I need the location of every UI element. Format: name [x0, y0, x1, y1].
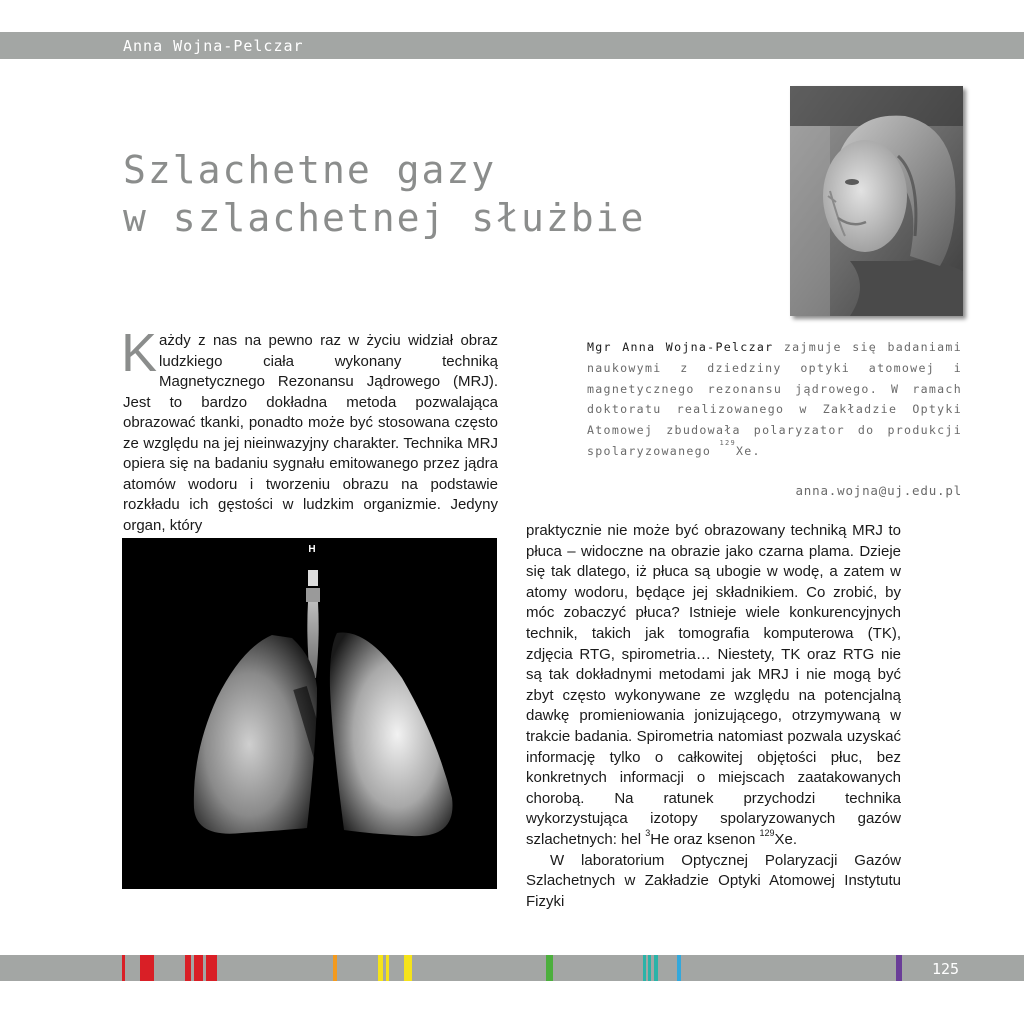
bio-text: zajmuje się badaniami naukowymi z dziedziny optyki atomowej i magnetycznego rezonansu jądrowego. W ramach doktoratu realizowanego w Zakładzie Optyki Atomowej zbudowała polaryzator do produkcji spolaryzowanego	[587, 340, 962, 458]
bio-isotope-superscript: 129	[719, 438, 736, 447]
author-bio	[587, 337, 962, 462]
footer-stripe	[333, 955, 337, 981]
footer-stripe	[378, 955, 383, 981]
article-text-helium: He oraz ksenon	[650, 830, 760, 848]
article-column-left	[121, 323, 498, 536]
article-column-right	[526, 521, 901, 912]
footer-stripe	[546, 955, 553, 981]
article-text-part2: praktycznie nie może być obrazowany techniką MRJ to płuca – widoczne na obrazie jako czarna plama. Dzieje się tak dlatego, iż płuca są ubogie w wodę, a zatem w atomy wodoru, będące jej składnikiem. Co zrobić, by móc zobaczyć płuca? Istnieje wiele konkurencyjnych technik, takich jak tomografia komputerowa (TK), zdjęcia RTG, spirometria… Niestety, TK oraz RTG nie są tak dokładnymi metodami jak MRJ i nie mogą być zbyt często wykonywane ze względu na potencjalną dawkę promieniowania jonizującego, otrzymywaną w trakcie badania. Spirometria natomiast pozwala uzyskać informację tylko o całkowitej objętości płuc, bez konkretnych informacji o miejscach zaatakowanych chorobą. Na ratunek przychodzi technika wykorzystująca izotopy spolaryzowanych gazów szlachetnych: hel	[526, 522, 901, 848]
helium-superscript: 3	[645, 827, 651, 838]
footer-stripe	[654, 955, 658, 981]
footer-stripe	[122, 955, 125, 981]
image-marker-label: H	[308, 544, 316, 555]
xenon-superscript: 129	[759, 827, 775, 838]
article-text-xenon: Xe.	[774, 830, 798, 848]
footer-stripe	[643, 955, 646, 981]
mri-lung-image	[122, 538, 497, 889]
footer-bar	[0, 955, 1024, 981]
article-title	[123, 146, 645, 242]
footer-stripe	[206, 955, 217, 981]
drop-cap: K	[121, 323, 158, 383]
footer-stripe	[194, 955, 203, 981]
author-portrait	[790, 86, 963, 316]
article-paragraph-2: W laboratorium Optycznej Polaryzacji Gazów Szlachetnych w Zakładzie Optyki Atomowej Instytutu Fizyki	[526, 851, 901, 910]
page-number: 125	[932, 960, 960, 978]
author-email[interactable]: anna.wojna@uj.edu.pl	[795, 483, 962, 498]
footer-stripe	[404, 955, 412, 981]
marker-capsule	[308, 570, 318, 586]
bio-author-name: Mgr Anna Wojna-Pelczar	[587, 340, 774, 354]
footer-stripe	[677, 955, 681, 981]
article-text-part1: ażdy z nas na pewno raz w życiu widział obraz ludzkiego ciała wykonany techniką Magnetycznego Rezonansu Jądrowego (MRJ). Jest to bardzo dokładna metoda pozwalająca obrazować tkanki, ponadto może być stosowana często ze względu na jej nieinwazyjny charakter. Technika MRJ opiera się na badaniu sygnału emitowanego przez jądra atomów wodoru i tworzeniu obrazu na podstawie rozkładu ich gęstości w ludzkim organizmie. Jedyny organ, który	[123, 332, 498, 534]
footer-stripe	[185, 955, 191, 981]
footer-stripe	[896, 955, 902, 981]
footer-stripe	[140, 955, 154, 981]
mri-lung-figure	[122, 538, 497, 889]
bio-text-end: Xe.	[735, 443, 761, 458]
running-header-author: Anna Wojna-Pelczar	[123, 37, 304, 55]
footer-stripe	[386, 955, 389, 981]
footer-stripe	[648, 955, 651, 981]
title-line-2: w szlachetnej służbie	[123, 196, 646, 240]
title-line-1: Szlachetne gazy	[123, 148, 497, 192]
